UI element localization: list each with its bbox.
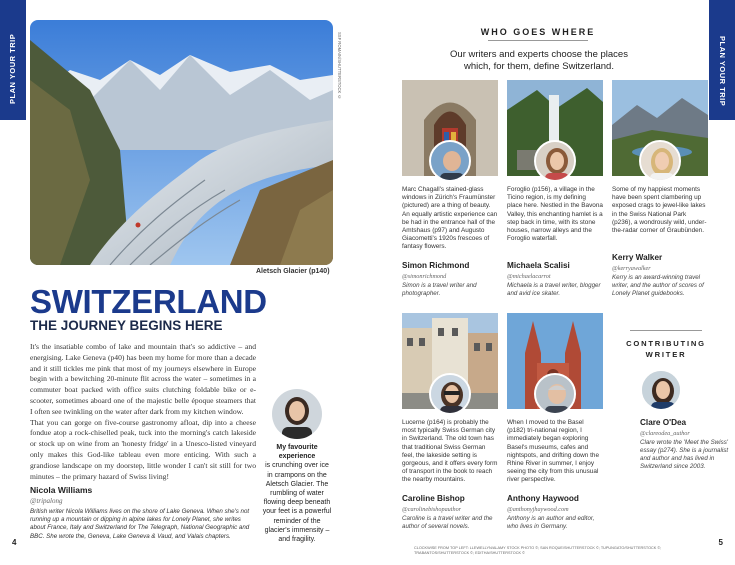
card-bio: Simon is a travel writer and photographer. (402, 282, 477, 297)
contributing-heading: CONTRIBUTING WRITER (626, 339, 706, 359)
card-handle: @anthonyjhaywood.com (507, 506, 569, 513)
favourite-text: is crunching over ice in crampons on the Aletsch Glacier. The rumbling of water flowing deep beneath your feet is a powerful reminder of the glacier's immensity – and fragility. (262, 462, 332, 544)
page-title: SWITZERLAND (30, 283, 267, 320)
plan-trip-tab-left (0, 0, 26, 120)
card-handle: @simonrichmond (402, 273, 447, 280)
portrait-anthony (534, 373, 576, 415)
page-subtitle: THE JOURNEY BEGINS HERE (30, 318, 223, 333)
intro-paragraph-1: It's the insatiable combo of lake and mountain that's so addictive – and energising. Lake Geneva (p40) has been my home for more than a decade and it still tickles me pink that most of my journeys elsewhere in Europe begin with a bewitching 20-minute flit across the water – sometimes in a commuter boat packed with office suits clutching foldable bike or e-scooter, sometimes aboard one of the majestic belle époque steamers that I often see twinkling on the water after dark from my kitchen window. (30, 342, 256, 416)
hero-caption: Aletsch Glacier (p140) (256, 268, 330, 275)
portrait-simon (429, 140, 471, 182)
card-description: Marc Chagall's stained-glass windows in Zürich's Fraumünster (pictured) are a thing of beauty. An equally artistic experience can be had in the entrance hall of the Amtshaus (p97) and Augusto Giacometti's 1920s frescoes of fantasy flowers. (402, 186, 498, 251)
tab-label: PLAN YOUR TRIP (8, 33, 17, 104)
portrait-caroline (429, 373, 471, 415)
portrait-michaela (534, 140, 576, 182)
photo-credit: SSF ROMAIN/SHUTTERSTOCK © (337, 32, 342, 100)
card-handle: @kerryawalker (612, 265, 651, 272)
hero-photo-glacier (30, 20, 333, 265)
card-bio: Caroline is a travel writer and the author of several novels. (402, 515, 493, 530)
card-bio: Anthony is an author and editor, who lives in Germany. (507, 515, 595, 530)
divider (488, 40, 588, 41)
page-number-right: 5 (718, 538, 723, 547)
page-number-left: 4 (12, 538, 17, 547)
card-handle: @carolinebishopauthor (402, 506, 462, 513)
portrait-kerry (639, 140, 681, 182)
plan-trip-tab-right (709, 0, 735, 120)
card-description: Foroglio (p156), a village in the Ticino region, is my defining place here. Nestled in the Bavona Valley, this enchanting hamlet is a step back in time, with its stone houses, narrow alleys and the Foroglio waterfall. (507, 186, 603, 243)
section-intro: Our writers and experts choose the places which, for them, define Switzerland. (450, 49, 628, 72)
portrait-clare (640, 369, 682, 411)
card-bio: Clare wrote the 'Meet the Swiss' essay (p274). She is a journalist and author and has lived in Switzerland since 2003. (640, 439, 729, 470)
author-handle: @tripalong (30, 497, 63, 505)
left-page (0, 0, 367, 565)
card-bio: Kerry is an award-winning travel writer, and the author of scores of Lonely Planet guidebooks. (612, 274, 704, 297)
contributor-portrait-wrap (640, 369, 682, 411)
right-page (368, 0, 735, 565)
card-name: Michaela Scalisi (507, 261, 570, 270)
divider (630, 330, 702, 331)
card-handle: @clareodea_author (640, 430, 690, 437)
card-name: Anthony Haywood (507, 494, 579, 503)
card-name: Caroline Bishop (402, 494, 465, 503)
card-description: Lucerne (p164) is probably the most typically Swiss German city in Switzerland. The old town has that traditional Swiss German feel, the lakeside setting is gorgeous, and it offers every form of transport in the book to reach the nearby mountains. (402, 419, 498, 484)
intro-text (30, 342, 256, 482)
card-name: Kerry Walker (612, 253, 663, 262)
author-bio: British writer Nicola Williams lives on the shore of Lake Geneva. When she's not running up a mountain or dipping in alpine lakes for Lonely Planet, she writes about France, Italy and Switzerland for The Telegraph, National Geographic and BBC. She wrote the, Geneva, Lake Geneva & Vaud, and Valais chapters. (30, 508, 250, 540)
card-description: Some of my happiest moments have been spent clambering up exposed crags to jewel-like lakes in the Swiss National Park (p236), a wondrously wild, under-the-radar corner of Graubünden. (612, 186, 707, 235)
card-name: Simon Richmond (402, 261, 470, 270)
card-name: Clare O'Dea (640, 418, 687, 427)
photo-credits: CLOCKWISE FROM TOP LEFT: LLEWELLYN/ALAMY STOCK PHOTO ©; SAN ROQUE/SHUTTERSTOCK ©; TUPUNGATO/SHUTTERSTOCK ©; TRABANTOS/SHUTTERSTOCK ©; EDITHA/SHUTTERSTOCK © (414, 546, 662, 555)
intro-paragraph-2: That you can gorge on five-course gastronomy afloat, dip into a cheese fondue atop a rock-chiselled peak, tuck into the morning's catch lakeside or stock up on wine from an 'honesty fridge' in a Unesco-listed vineyard only makes this God-like tableau even more enticing. With such a grandiose landscape on my doorstep, little wonder I can't sit still for two minutes – the primary hazard of Swiss living! (30, 417, 256, 481)
favourite-experience (262, 443, 332, 544)
card-handle: @michaelacarrot (507, 273, 551, 280)
author-name: Nicola Williams (30, 485, 93, 495)
favourite-heading: My favourite experience (276, 444, 318, 461)
tab-label: PLAN YOUR TRIP (718, 36, 727, 107)
section-title: WHO GOES WHERE (480, 27, 596, 37)
author-portrait (272, 389, 322, 439)
card-bio: Michaela is a travel writer, blogger and avid ice skater. (507, 282, 601, 297)
card-description: When I moved to the Basel (p182) tri-national region, I immediately began exploring Basel's museums, cafes and nightspots, and drifting down the Rhine River in summer, I enjoy seeing the city from this unusual river perspective. (507, 419, 600, 484)
